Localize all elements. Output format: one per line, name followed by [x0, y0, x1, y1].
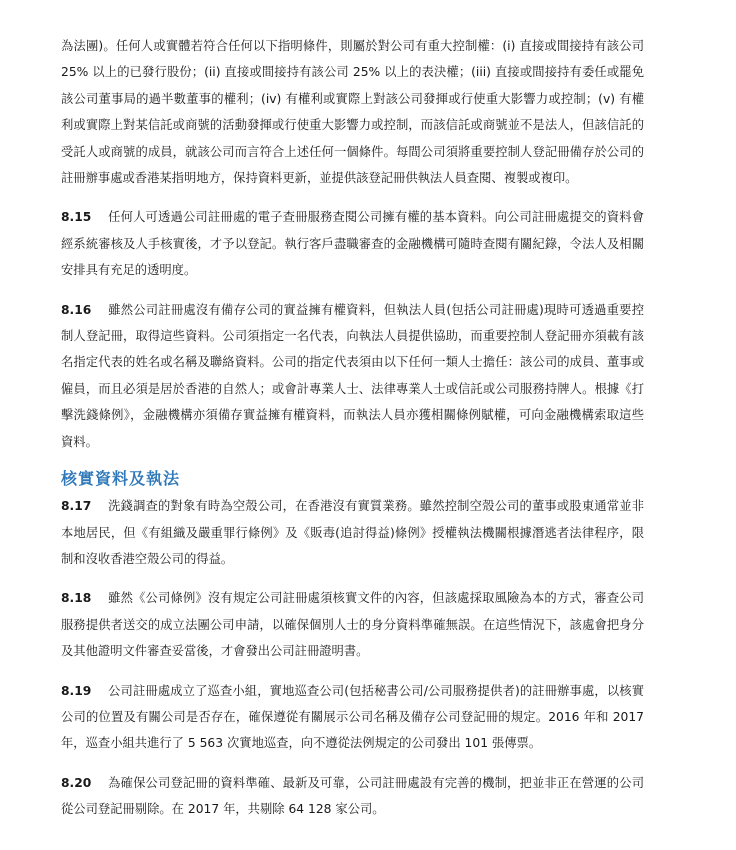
paragraph-8-15 [61, 204, 644, 283]
paragraph-text: 為確保公司登記冊的資料準確、最新及可靠，公司註冊處設有完善的機制，把並非正在營運的公司從公司登記冊剔除。在 2017 年，共剔除 64 128 家公司。 [61, 775, 644, 817]
paragraph-text: 雖然公司註冊處沒有備存公司的實益擁有權資料，但執法人員(包括公司註冊處)現時可透過重要控制人登記冊，取得這些資料。公司須指定一名代表，向執法人員提供協助，而重要控制人登記冊亦須載有該名指定代表的姓名或名稱及聯絡資料。公司的指定代表須由以下任何一類人士擔任：該公司的成員、董事或僱員，而且必須是居於香港的自然人；或會計專業人士、法律專業人士或信託或公司服務持牌人。根據《打擊洗錢條例》，金融機構亦須備存實益擁有權資料，而執法人員亦獲相關條例賦權，可向金融機構索取這些資料。 [61, 302, 644, 449]
paragraph-text: 為法團)。任何人或實體若符合任何以下指明條件，則屬於對公司有重大控制權：(i) 直接或間接持有該公司 25% 以上的已發行股份；(ii) 直接或間接持有該公司 25% 以上的表決權；(iii) 直接或間接持有委任或罷免該公司董事局的過半數董事的權利；(iv) 有權利或實際上對該公司發揮或行使重大影響力或控制；(v) 有權利或實際上對某信託或商號的活動發揮或行使重大影響力或控制，而該信託或商號並不是法人，但該信託的受託人或商號的成員，就該公司而言符合上述任何一個條件。每間公司須將重要控制人登記冊備存於公司的註冊辦事處或香港某指明地方，保持資料更新，並提供該登記冊供執法人員查閱、複製或複印。 [61, 39, 644, 186]
paragraph-number: 8.19 [61, 683, 92, 698]
paragraph-number: 8.15 [61, 210, 92, 225]
paragraph-number: 8.20 [61, 775, 92, 790]
paragraph-text: 公司註冊處成立了巡查小組，實地巡查公司(包括秘書公司/公司服務提供者)的註冊辦事處，以核實公司的位置及有關公司是否存在，確保遵從有關展示公司名稱及備存公司登記冊的規定。2016 年和 2017 年，巡查小組共進行了 5 563 次實地巡查，向不遵從法例規定的公司發出 101 張傳票。 [61, 683, 644, 751]
paragraph-text: 雖然《公司條例》沒有規定公司註冊處須核實文件的內容，但該處採取風險為本的方式，審查公司服務提供者送交的成立法團公司申請，以確保個別人士的身分資料準確無誤。在這些情況下，該處會把身分及其他證明文件審查妥當後，才會發出公司註冊證明書。 [61, 591, 644, 659]
paragraph-8-18 [61, 585, 644, 664]
paragraph-number: 8.17 [61, 499, 92, 514]
paragraph-number: 8.18 [61, 591, 92, 606]
paragraph-8-19 [61, 678, 644, 757]
paragraph-8-20 [61, 770, 644, 823]
paragraph-8-17 [61, 493, 644, 572]
paragraph-continued [61, 33, 644, 191]
paragraph-text: 洗錢調查的對象有時為空殼公司，在香港沒有實質業務。雖然控制空殼公司的董事或股東通常並非本地居民，但《有組織及嚴重罪行條例》及《販毒(追討得益)條例》授權執法機關根據潛逃者法律程序，限制和沒收香港空殼公司的得益。 [61, 499, 644, 566]
section-heading: 核實資料及執法 [61, 469, 181, 489]
paragraph-8-16 [61, 297, 644, 455]
paragraph-text: 任何人可透過公司註冊處的電子查冊服務查閱公司擁有權的基本資料。向公司註冊處提交的資料會經系統審核及人手核實後，才予以登記。執行客戶盡職審查的金融機構可隨時查閱有關紀錄，令法人及相關安排具有充足的透明度。 [61, 210, 644, 278]
paragraph-number: 8.16 [61, 302, 92, 317]
